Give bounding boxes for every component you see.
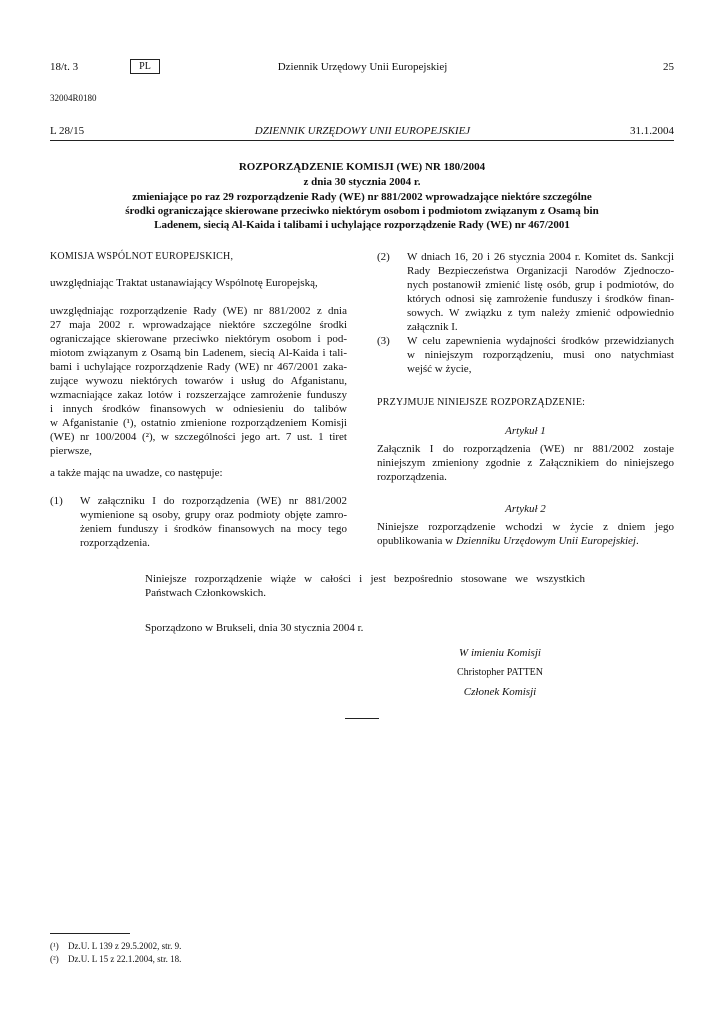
recital-line: zujące wywozu niektórych towarów i usług do Afganistanu, — [50, 375, 347, 387]
item-line: sowych. W związku z tym należy zmienić odpowiednio — [407, 307, 674, 319]
page-number: 25 — [663, 61, 674, 73]
recital-item-1 — [80, 494, 347, 550]
footnote-text: Dz.U. L 15 z 22.1.2004, str. 18. — [68, 954, 182, 964]
item-line: załącznik I. — [407, 321, 458, 333]
item-line: żeniem funduszy i środków finansowych na mocy tego — [80, 523, 347, 535]
article-text: opublikowania w — [377, 535, 456, 547]
article-line: niniejszym zmieniony zgodnie z Załącznikiem do niniejszego — [377, 457, 674, 469]
institution-heading: KOMISJA WSPÓLNOT EUROPEJSKICH, — [50, 251, 234, 262]
item-line: nych postanowił zmienić listę osób, grup i podmiotów, do — [407, 279, 674, 291]
binding-line: Niniejsze rozporządzenie wiąże w całości i jest bezpośrednio stosowane we wszystkich — [145, 573, 585, 585]
item-number: (1) — [50, 495, 63, 507]
article-line: Załącznik I do rozporządzenia (WE) nr 881/2002 zostaje — [377, 443, 674, 455]
item-number: (2) — [377, 251, 390, 263]
signatory-role: Członek Komisji — [463, 686, 537, 698]
item-line: W dniach 16, 20 i 26 stycznia 2004 r. Komitet ds. Sankcji — [407, 251, 674, 263]
recital-line: ograniczające skierowane przeciwko niektórym osobom i pod- — [50, 333, 347, 345]
article-line: Niniejsze rozporządzenie wchodzi w życie z dniem jego — [377, 521, 674, 533]
item-line: których odnosi się zamrożenie funduszy i środków finan- — [407, 293, 674, 305]
journal-citation: Dzienniku Urzędowym Unii Europejskiej — [455, 535, 636, 547]
footnote-mark: (¹) — [50, 941, 59, 951]
item-line: w niniejszym rozporządzeniu, musi ono natychmiast — [407, 349, 674, 361]
header-rule — [50, 140, 674, 141]
item-line: wymienione są osoby, grupy oraz podmioty objęte zamro- — [80, 509, 347, 521]
recital-regulation — [50, 304, 347, 458]
language-badge: PL — [130, 59, 160, 74]
oj-date: 31.1.2004 — [630, 125, 674, 137]
recital-item-2 — [407, 250, 674, 334]
done-at: Sporządzono w Brukseli, dnia 30 stycznia 2004 r. — [145, 622, 364, 634]
article-line — [377, 534, 674, 548]
celex-number: 32004R0180 — [50, 93, 97, 103]
binding-clause — [145, 572, 585, 600]
binding-line: Państwach Członkowskich. — [145, 587, 266, 599]
end-rule — [345, 718, 379, 719]
recital-line: wzmacniające zakaz lotów i rozszerzające zamrożenie funduszy — [50, 389, 347, 401]
item-line: W załączniku I do rozporządzenia (WE) nr 881/2002 — [80, 495, 347, 507]
footnote-mark: (²) — [50, 954, 59, 964]
considering-heading: a także mając na uwadze, co następuje: — [50, 467, 223, 479]
article-line: rozporządzenia. — [377, 471, 447, 483]
item-line: Rady Bezpieczeństwa Organizacji Narodów Zjednoczo- — [407, 265, 674, 277]
recital-line: w Afganistanie (¹), ostatnio zmienione rozporządzeniem Komisji — [50, 417, 347, 429]
item-line: W celu zapewnienia wydajności środków przewidzianych — [407, 335, 674, 347]
recital-treaty: uwzględniając Traktat ustanawiający Wspólnotę Europejską, — [50, 277, 318, 289]
recital-item-3 — [407, 334, 674, 376]
journal-name: Dziennik Urzędowy Unii Europejskiej — [277, 61, 448, 73]
volume-label: 18/t. 3 — [50, 61, 79, 73]
signature-on-behalf: W imieniu Komisji — [459, 647, 541, 659]
recital-line: pierwsze, — [50, 445, 92, 457]
article-text: . — [635, 535, 639, 547]
regulation-title: ROZPORZĄDZENIE KOMISJI (WE) NR 180/2004 — [238, 161, 486, 173]
article-1-title: Artykuł 1 — [505, 425, 546, 437]
footnote-text: Dz.U. L 139 z 29.5.2002, str. 9. — [68, 941, 182, 951]
regulation-subject-line: Ladenem, siecią Al-Kaida i talibami i uchylające rozporządzenie Rady (WE) nr 467/2001 — [154, 219, 570, 231]
oj-journal-name: DZIENNIK URZĘDOWY UNII EUROPEJSKIEJ — [254, 125, 471, 137]
regulation-date: z dnia 30 stycznia 2004 r. — [303, 176, 421, 188]
recital-line: (WE) nr 100/2004 (²), w szczególności jego art. 7 ust. 1 tiret — [50, 431, 347, 443]
signatory-name: Christopher PATTEN — [456, 667, 544, 678]
article-2-body — [377, 520, 674, 548]
item-number: (3) — [377, 335, 390, 347]
recital-line: miotom związanym z Osamą bin Ladenem, siecią Al-Kaida i tali- — [50, 347, 347, 359]
oj-reference: L 28/15 — [50, 125, 85, 137]
item-line: wejść w życie, — [407, 363, 472, 375]
item-line: rozporządzenia. — [80, 537, 150, 549]
recital-line: 27 maja 2002 r. wprowadzające niektóre szczególne środki — [50, 319, 347, 331]
footnote-rule — [50, 933, 130, 934]
article-1-body — [377, 442, 674, 484]
recital-line: uwzględniając rozporządzenie Rady (WE) nr 881/2002 z dnia — [50, 305, 347, 317]
recital-line: bami i uchylające rozporządzenie Rady (WE) nr 467/2001 zaka- — [50, 361, 347, 373]
adoption-heading: PRZYJMUJE NINIEJSZE ROZPORZĄDZENIE: — [377, 397, 586, 408]
regulation-subject-line: zmieniające po raz 29 rozporządzenie Rady (WE) nr 881/2002 wprowadzające niektóre szczególne — [132, 191, 592, 203]
recital-line: i innych środków finansowych w odniesieniu do talibów — [50, 403, 347, 415]
regulation-subject-line: środki ograniczające skierowane przeciwko niektórym osobom i podmiotom związanym z Osamą bin — [125, 205, 599, 217]
article-2-title: Artykuł 2 — [505, 503, 546, 515]
